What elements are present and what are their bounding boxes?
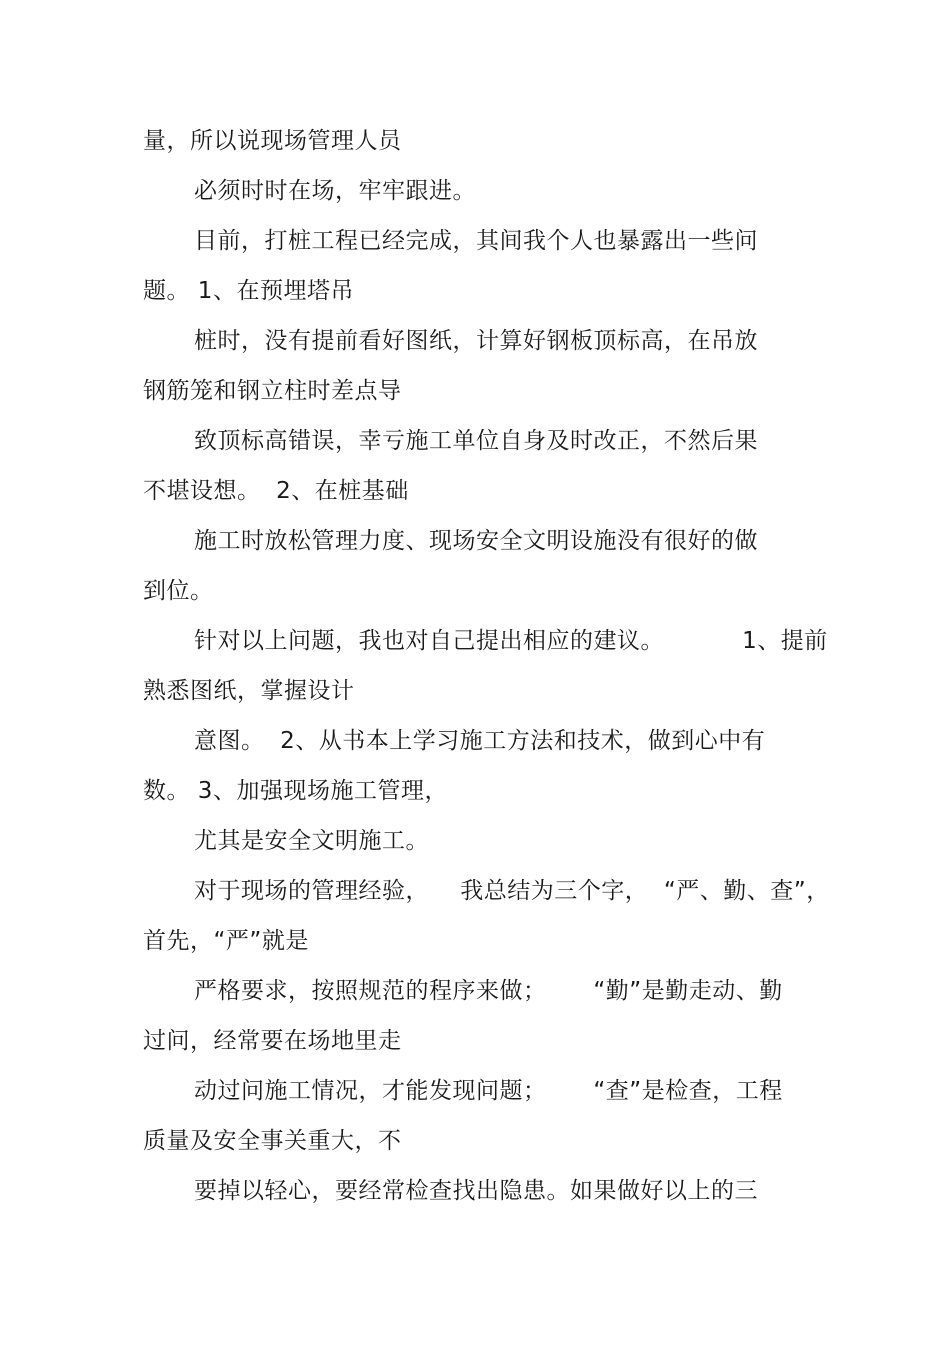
text-line-3: 目前，打桩工程已经完成，其间我个人也暴露出一些问 xyxy=(194,228,758,254)
text-line-5: 桩时，没有提前看好图纸，计算好钢板顶标高，在吊放 xyxy=(194,328,758,354)
text-line-13: 意图。 2、从书本上学习施工方法和技术，做到心中有 xyxy=(194,728,766,754)
text-line-10: 到位。 xyxy=(143,578,214,604)
text-line-2: 必须时时在场，牢牢跟进。 xyxy=(194,178,476,204)
text-line-6: 钢筋笼和钢立柱时差点导 xyxy=(143,378,402,404)
text-line-12: 熟悉图纸，掌握设计 xyxy=(143,678,355,704)
text-line-17: 首先，“严”就是 xyxy=(143,928,309,954)
text-line-4: 题。 1、在预埋塔吊 xyxy=(143,278,354,304)
text-line-7: 致顶标高错误，幸亏施工单位自身及时改正，不然后果 xyxy=(194,428,758,454)
text-line-15: 尤其是安全文明施工。 xyxy=(194,828,429,854)
text-line-1: 量，所以说现场管理人员 xyxy=(143,128,402,154)
text-line-8: 不堪设想。 2、在桩基础 xyxy=(143,478,409,504)
text-line-16: 对于现场的管理经验， 我总结为三个字， “严、勤、查”， xyxy=(194,878,830,904)
text-line-21: 质量及安全事关重大，不 xyxy=(143,1128,402,1154)
text-line-14: 数。 3、加强现场施工管理， xyxy=(143,778,448,804)
text-line-11: 针对以上问题，我也对自己提出相应的建议。 1、提前 xyxy=(194,628,828,654)
text-line-9: 施工时放松管理力度、现场安全文明设施没有很好的做 xyxy=(194,528,758,554)
text-line-19: 过问，经常要在场地里走 xyxy=(143,1028,402,1054)
text-line-20: 动过问施工情况，才能发现问题； “查”是检查，工程 xyxy=(194,1078,783,1104)
text-line-22: 要掉以轻心，要经常检查找出隐患。如果做好以上的三 xyxy=(194,1178,758,1204)
text-line-18: 严格要求，按照规范的程序来做； “勤”是勤走动、勤 xyxy=(194,978,783,1004)
